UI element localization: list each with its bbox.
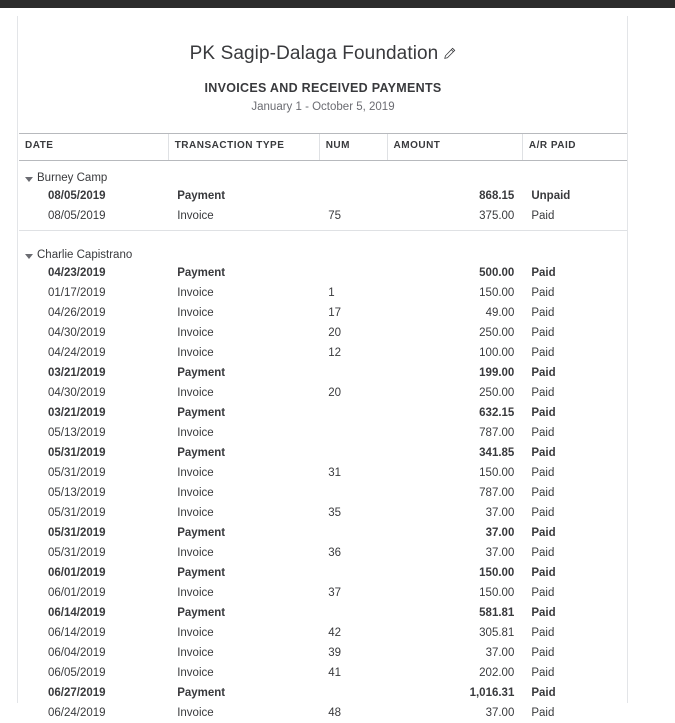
row-transaction-type[interactable]: Invoice [168,643,319,663]
row-transaction-type[interactable]: Payment [168,363,319,383]
table-row[interactable] [19,323,627,343]
table-header [19,134,627,161]
row-amount: 37.00 [387,703,522,723]
row-transaction-type[interactable]: Invoice [168,283,319,303]
row-transaction-type[interactable]: Payment [168,523,319,543]
row-date: 06/24/2019 [19,703,168,723]
row-ar-paid: Paid [522,463,627,483]
row-transaction-type[interactable]: Payment [168,443,319,463]
row-transaction-type[interactable]: Invoice [168,703,319,723]
row-num[interactable]: 1 [319,283,387,303]
row-date: 06/05/2019 [19,663,168,683]
page-title [19,16,627,65]
row-ar-paid: Paid [522,503,627,523]
row-date: 03/21/2019 [19,403,168,423]
row-ar-paid: Paid [522,206,627,231]
row-transaction-type[interactable]: Invoice [168,463,319,483]
row-amount: 375.00 [387,206,522,231]
row-num[interactable]: 41 [319,663,387,683]
column-header-num[interactable]: NUM [319,134,387,161]
row-ar-paid: Paid [522,443,627,463]
row-num[interactable] [319,403,387,423]
row-amount: 199.00 [387,363,522,383]
row-transaction-type[interactable]: Payment [168,403,319,423]
row-date: 06/01/2019 [19,563,168,583]
pencil-icon[interactable] [443,44,456,66]
row-amount: 341.85 [387,443,522,463]
row-ar-paid: Paid [522,643,627,663]
page-left-gutter [0,16,18,703]
row-amount: 305.81 [387,623,522,643]
row-date: 04/23/2019 [19,263,168,283]
chevron-down-icon[interactable] [25,254,33,259]
row-date: 03/21/2019 [19,363,168,383]
row-transaction-type[interactable]: Invoice [168,503,319,523]
row-transaction-type[interactable]: Payment [168,563,319,583]
report-subtitle: INVOICES AND RECEIVED PAYMENTS [19,81,627,95]
row-num[interactable]: 31 [319,463,387,483]
table-row[interactable] [19,623,627,643]
row-transaction-type[interactable]: Invoice [168,543,319,563]
row-amount: 868.15 [387,186,522,206]
report-table [19,133,627,723]
window-titlebar [0,0,675,8]
row-num[interactable] [319,523,387,543]
group-name [25,249,132,261]
table-row[interactable] [19,423,627,443]
row-amount: 37.00 [387,543,522,563]
group-spacer-cell [19,231,627,239]
row-ar-paid: Paid [522,403,627,423]
group-spacer [19,231,627,239]
row-ar-paid: Paid [522,543,627,563]
row-transaction-type[interactable]: Invoice [168,383,319,403]
row-num[interactable]: 36 [319,543,387,563]
row-amount: 202.00 [387,663,522,683]
table-row[interactable] [19,563,627,583]
row-transaction-type[interactable]: Payment [168,263,319,283]
row-date: 06/04/2019 [19,643,168,663]
row-num[interactable]: 39 [319,643,387,663]
column-header-amount[interactable]: AMOUNT [387,134,522,161]
row-num[interactable]: 37 [319,583,387,603]
row-num[interactable]: 17 [319,303,387,323]
row-ar-paid: Paid [522,423,627,443]
row-num[interactable] [319,603,387,623]
row-amount: 150.00 [387,463,522,483]
row-num[interactable] [319,443,387,463]
group-name-cell [19,161,627,187]
row-num[interactable] [319,423,387,443]
table-row[interactable] [19,343,627,363]
row-ar-paid: Paid [522,603,627,623]
row-num[interactable]: 20 [319,323,387,343]
row-amount: 250.00 [387,323,522,343]
table-row[interactable] [19,443,627,463]
row-ar-paid: Paid [522,363,627,383]
row-amount: 1,016.31 [387,683,522,703]
row-num[interactable]: 12 [319,343,387,363]
table-row[interactable] [19,543,627,563]
table-row[interactable] [19,603,627,623]
row-ar-paid: Paid [522,483,627,503]
row-num[interactable]: 75 [319,206,387,231]
table-header-row [19,134,627,161]
row-amount: 250.00 [387,383,522,403]
column-header-date[interactable]: DATE [19,134,168,161]
table-row[interactable] [19,403,627,423]
row-transaction-type[interactable]: Payment [168,186,319,206]
row-transaction-type[interactable]: Invoice [168,206,319,231]
row-ar-paid: Paid [522,323,627,343]
row-amount: 49.00 [387,303,522,323]
table-row[interactable] [19,263,627,283]
row-transaction-type[interactable]: Invoice [168,343,319,363]
table-body [19,161,627,723]
row-num[interactable]: 42 [319,623,387,643]
table-row[interactable] [19,206,627,231]
row-amount: 150.00 [387,563,522,583]
row-num[interactable] [319,186,387,206]
row-amount: 150.00 [387,283,522,303]
row-ar-paid: Paid [522,343,627,363]
row-date: 05/31/2019 [19,543,168,563]
row-amount: 581.81 [387,603,522,623]
row-amount: 787.00 [387,483,522,503]
row-transaction-type[interactable]: Invoice [168,323,319,343]
table-row[interactable] [19,683,627,703]
row-date: 05/13/2019 [19,483,168,503]
row-amount: 632.15 [387,403,522,423]
report-company-name: PK Sagip-Dalaga Foundation [190,43,439,64]
row-num[interactable]: 48 [319,703,387,723]
row-ar-paid: Unpaid [522,186,627,206]
row-date: 08/05/2019 [19,206,168,231]
page-right-gutter [627,16,675,703]
column-header-ar-paid[interactable]: A/R PAID [522,134,627,161]
row-date: 01/17/2019 [19,283,168,303]
table-row[interactable] [19,383,627,403]
row-transaction-type[interactable]: Payment [168,603,319,623]
row-date: 04/30/2019 [19,323,168,343]
group-name-cell [19,238,627,263]
row-date: 04/30/2019 [19,383,168,403]
report-period: January 1 - October 5, 2019 [19,101,627,113]
row-amount: 150.00 [387,583,522,603]
row-ar-paid: Paid [522,703,627,723]
row-ar-paid: Paid [522,583,627,603]
row-num[interactable] [319,263,387,283]
row-transaction-type[interactable]: Invoice [168,303,319,323]
row-date: 05/31/2019 [19,443,168,463]
row-ar-paid: Paid [522,383,627,403]
row-ar-paid: Paid [522,623,627,643]
column-header-transaction-type[interactable]: TRANSACTION TYPE [168,134,319,161]
row-ar-paid: Paid [522,683,627,703]
group-name [25,172,107,184]
table-row[interactable] [19,583,627,603]
row-transaction-type[interactable]: Invoice [168,483,319,503]
row-date: 05/31/2019 [19,503,168,523]
row-date: 05/13/2019 [19,423,168,443]
table-row[interactable] [19,303,627,323]
table-row[interactable] [19,483,627,503]
table-row[interactable] [19,703,627,723]
table-row[interactable] [19,643,627,663]
row-date: 05/31/2019 [19,523,168,543]
table-row[interactable] [19,186,627,206]
row-num[interactable] [319,683,387,703]
row-date: 04/24/2019 [19,343,168,363]
row-ar-paid: Paid [522,523,627,543]
table-row[interactable] [19,523,627,543]
table-row[interactable] [19,363,627,383]
table-row[interactable] [19,463,627,483]
row-transaction-type[interactable]: Invoice [168,663,319,683]
row-amount: 37.00 [387,523,522,543]
row-transaction-type[interactable]: Invoice [168,623,319,643]
row-date: 06/14/2019 [19,623,168,643]
row-ar-paid: Paid [522,283,627,303]
chevron-down-icon[interactable] [25,177,33,182]
row-amount: 100.00 [387,343,522,363]
row-ar-paid: Paid [522,263,627,283]
table-row[interactable] [19,503,627,523]
table-row[interactable] [19,283,627,303]
group-name-label: Charlie Capistrano [37,249,132,261]
row-transaction-type[interactable]: Payment [168,683,319,703]
row-date: 05/31/2019 [19,463,168,483]
row-num[interactable] [319,363,387,383]
row-date: 04/26/2019 [19,303,168,323]
row-date: 08/05/2019 [19,186,168,206]
row-ar-paid: Paid [522,663,627,683]
row-amount: 37.00 [387,503,522,523]
report-content [19,16,627,723]
group-header-row[interactable] [19,161,627,187]
group-name-label: Burney Camp [37,172,107,184]
row-ar-paid: Paid [522,303,627,323]
row-num[interactable] [319,563,387,583]
row-amount: 787.00 [387,423,522,443]
row-transaction-type[interactable]: Invoice [168,583,319,603]
table-row[interactable] [19,663,627,683]
row-num[interactable]: 20 [319,383,387,403]
row-num[interactable]: 35 [319,503,387,523]
row-transaction-type[interactable]: Invoice [168,423,319,443]
group-header-row[interactable] [19,238,627,263]
row-date: 06/14/2019 [19,603,168,623]
row-amount: 500.00 [387,263,522,283]
row-ar-paid: Paid [522,563,627,583]
row-date: 06/27/2019 [19,683,168,703]
row-amount: 37.00 [387,643,522,663]
row-date: 06/01/2019 [19,583,168,603]
row-num[interactable] [319,483,387,503]
